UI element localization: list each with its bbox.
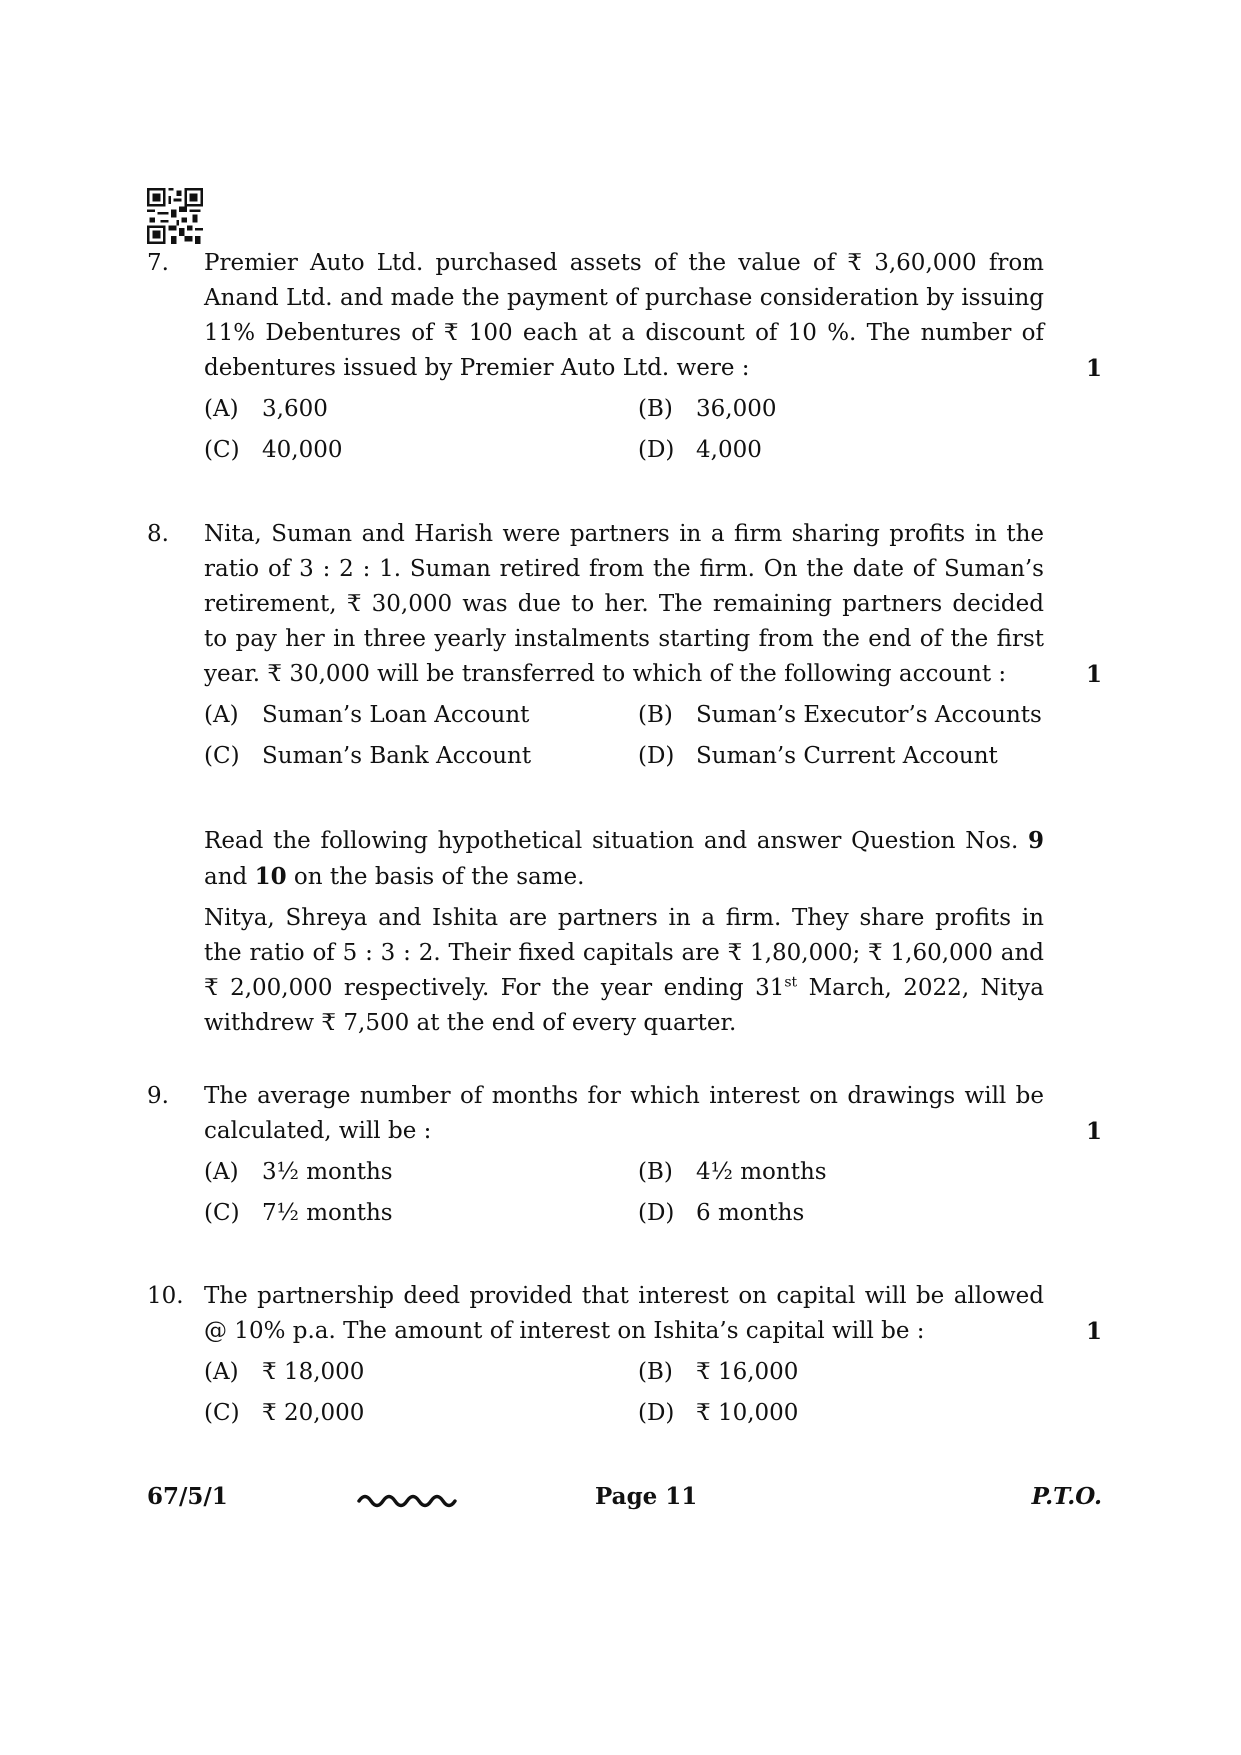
option-text: 40,000 bbox=[262, 437, 343, 463]
option-text: Suman’s Loan Account bbox=[262, 702, 530, 728]
question-text: The partnership deed provided that interest on capital will be allowed @ 10% p.a. The amount of interest on Ishita’s capital will be : bbox=[204, 1283, 1044, 1344]
option-b bbox=[638, 1155, 1044, 1190]
option-c bbox=[204, 1196, 638, 1231]
passage-body-text: Nitya, Shreya and Ishita are partners in a firm. They share profits in the ratio of 5 : 3 : 2. Their fixed capitals are ₹ 1,80,000; ₹ 1,60,000 and ₹ 2,00,000 respectively. For the year ending 31 bbox=[204, 905, 1044, 1001]
option-a bbox=[204, 1355, 638, 1390]
passage-question-ref: 10 bbox=[254, 863, 287, 890]
question-text: Premier Auto Ltd. purchased assets of the value of ₹ 3,60,000 from Anand Ltd. and made the payment of purchase consideration by issuing 11% Debentures of ₹ 100 each at a discount of 10 %. The number of debentures issued by Premier Auto Ltd. were : bbox=[204, 250, 1044, 381]
option-c bbox=[204, 739, 638, 774]
question-10 bbox=[147, 1279, 1102, 1431]
option-text: ₹ 10,000 bbox=[696, 1400, 799, 1426]
option-label: (A) bbox=[204, 702, 239, 728]
option-label: (C) bbox=[204, 1200, 240, 1226]
option-text: Suman’s Bank Account bbox=[262, 743, 532, 769]
option-label: (A) bbox=[204, 1159, 239, 1185]
option-label: (C) bbox=[204, 1400, 240, 1426]
options-grid bbox=[204, 698, 1044, 774]
option-label: (C) bbox=[204, 437, 240, 463]
page-number: Page 11 bbox=[595, 1483, 698, 1510]
option-label: (A) bbox=[204, 1359, 239, 1385]
please-turn-over: P.T.O. bbox=[1031, 1483, 1102, 1510]
option-d bbox=[638, 1196, 1044, 1231]
option-label: (A) bbox=[204, 396, 239, 422]
option-d bbox=[638, 433, 1044, 468]
option-text: ₹ 20,000 bbox=[262, 1400, 365, 1426]
options-grid bbox=[204, 1355, 1044, 1431]
option-b bbox=[638, 1355, 1044, 1390]
passage-intro-text: on the basis of the same. bbox=[286, 864, 585, 890]
option-d bbox=[638, 1396, 1044, 1431]
page-footer bbox=[147, 1483, 1102, 1519]
question-text: The average number of months for which interest on drawings will be calculated, will be : bbox=[204, 1083, 1044, 1144]
option-text: 4,000 bbox=[696, 437, 762, 463]
option-label: (B) bbox=[638, 1159, 673, 1185]
passage-intro bbox=[204, 823, 1044, 895]
options-grid bbox=[204, 1155, 1044, 1231]
passage-intro-text: Read the following hypothetical situation and answer Question Nos. bbox=[204, 828, 1028, 854]
option-b bbox=[638, 698, 1044, 733]
option-text: 7½ months bbox=[262, 1200, 393, 1226]
option-text: 6 months bbox=[696, 1200, 805, 1226]
question-marks: 1 bbox=[1085, 1118, 1102, 1145]
option-text: 3,600 bbox=[262, 396, 328, 422]
passage-question-ref: 9 bbox=[1027, 827, 1044, 854]
options-grid bbox=[204, 392, 1044, 468]
option-label: (B) bbox=[638, 396, 673, 422]
option-label: (B) bbox=[638, 1359, 673, 1385]
ordinal-suffix: st bbox=[784, 974, 798, 991]
passage-intro-text: and bbox=[204, 864, 255, 890]
wave-ornament-icon bbox=[357, 1487, 457, 1513]
question-text: Nita, Suman and Harish were partners in a firm sharing profits in the ratio of 3 : 2 : 1. Suman retired from the firm. On the date of Suman’s retirement, ₹ 30,000 was due to her. The remaining partners decided to pay her in three yearly instalments starting from the end of the first year. ₹ 30,000 will be transferred to which of the following account : bbox=[204, 521, 1044, 687]
question-8 bbox=[147, 517, 1102, 774]
question-marks: 1 bbox=[1085, 355, 1102, 382]
option-c bbox=[204, 1396, 638, 1431]
option-label: (B) bbox=[638, 702, 673, 728]
passage-body bbox=[204, 901, 1044, 1041]
option-c bbox=[204, 433, 638, 468]
question-7 bbox=[147, 246, 1102, 468]
option-text: Suman’s Current Account bbox=[696, 743, 998, 769]
question-marks: 1 bbox=[1085, 1318, 1102, 1345]
passage-body-text: March, 2022, Nitya withdrew ₹ 7,500 at the end of every quarter. bbox=[204, 975, 1044, 1036]
question-number: 8. bbox=[147, 521, 169, 547]
question-number: 7. bbox=[147, 250, 169, 276]
question-number: 10. bbox=[147, 1283, 184, 1309]
option-label: (D) bbox=[638, 1200, 675, 1226]
option-label: (C) bbox=[204, 743, 240, 769]
option-d bbox=[638, 739, 1044, 774]
option-a bbox=[204, 698, 638, 733]
option-b bbox=[638, 392, 1044, 427]
paper-code: 67/5/1 bbox=[147, 1483, 228, 1510]
option-text: Suman’s Executor’s Accounts bbox=[696, 702, 1042, 728]
option-text: 36,000 bbox=[696, 396, 777, 422]
question-9 bbox=[147, 1079, 1102, 1231]
option-a bbox=[204, 1155, 638, 1190]
option-label: (D) bbox=[638, 1400, 675, 1426]
option-text: ₹ 18,000 bbox=[262, 1359, 365, 1385]
question-number: 9. bbox=[147, 1083, 169, 1109]
qr-code-icon bbox=[147, 188, 203, 244]
option-label: (D) bbox=[638, 743, 675, 769]
option-text: 4½ months bbox=[696, 1159, 827, 1185]
option-text: ₹ 16,000 bbox=[696, 1359, 799, 1385]
option-text: 3½ months bbox=[262, 1159, 393, 1185]
case-passage bbox=[204, 823, 1044, 1041]
option-label: (D) bbox=[638, 437, 675, 463]
question-marks: 1 bbox=[1085, 661, 1102, 688]
option-a bbox=[204, 392, 638, 427]
